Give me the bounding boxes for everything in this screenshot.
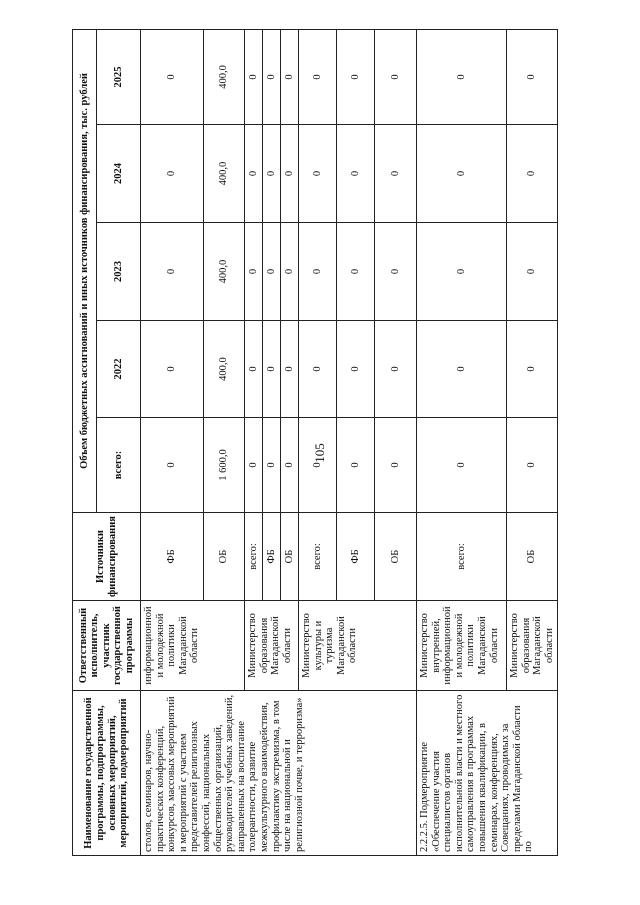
source-cell: ОБ [507, 513, 558, 601]
header-source: Источники финансирования [73, 513, 141, 601]
value-cell: 400,0 [204, 223, 245, 321]
executor-cell: Министерство культуры и туризма Магаданской области [299, 601, 417, 691]
measure-name-cell: столов, семинаров, научно-практических конференций, конкурсов, массовых мероприятий и мероприятий с участием представителей религиозных конфессий, национальных общественных организаций, руководителей учебных заведений, направленных на воспитание толерантности, развитие межкультурного взаимодействия, профилактику экстремизма, в том числе на национальной и религиозной почве, и терроризма» [141, 691, 417, 856]
executor-cell: Министерство образования Магаданской области [245, 601, 299, 691]
executor-cell: Министерство внутренней, информационной и молодежной политики Магаданской области [417, 601, 507, 691]
value-cell: 0 [507, 418, 558, 513]
value-cell: 0 [337, 125, 375, 223]
executor-cell: Министерство образования Магаданской области [507, 601, 558, 691]
source-cell: всего: [245, 513, 263, 601]
value-cell: 0 [263, 321, 281, 418]
value-cell: 0 [299, 321, 337, 418]
header-volume: Объем бюджетных ассигнований и иных источников финансирования, тыс. рублей [73, 29, 97, 512]
value-cell: 0 [299, 125, 337, 223]
source-cell: ФБ [263, 513, 281, 601]
value-cell: 0 [141, 418, 204, 513]
value-cell: 0 [337, 29, 375, 124]
value-cell: 0 [263, 418, 281, 513]
header-year-total: всего: [97, 418, 141, 513]
source-cell: ОБ [375, 513, 417, 601]
value-cell: 0 [417, 321, 507, 418]
table-row [141, 29, 204, 855]
measure-name-cell: 2.2.2.5. Подмероприятие «Обеспечение участия специалистов органов исполнительной власти и местного самоуправления в программах повышения квалификации, в семинарах, конференциях, Совещаниях, проводимых за пределами Магаданской области по [417, 691, 558, 856]
value-cell: 0 [417, 223, 507, 321]
value-cell: 0 [337, 418, 375, 513]
value-cell: 0 [507, 321, 558, 418]
executor-cell: информационной и молодежной политики Магаданской области [141, 601, 245, 691]
value-cell: 0 [417, 125, 507, 223]
header-executor: Ответственный исполнитель, участник государственной программы [73, 601, 141, 691]
header-year-2023: 2023 [97, 223, 141, 321]
funding-table [72, 29, 558, 856]
source-cell: всего: [417, 513, 507, 601]
value-cell: 1 600,0 [204, 418, 245, 513]
header-year-2024: 2024 [97, 125, 141, 223]
header-year-2025: 2025 [97, 29, 141, 124]
value-cell: 0 [375, 223, 417, 321]
value-cell: 400,0 [204, 125, 245, 223]
value-cell: 0 [507, 125, 558, 223]
value-cell: 0 [375, 321, 417, 418]
value-cell: 0 [417, 418, 507, 513]
value-cell: 0 [337, 223, 375, 321]
value-cell: 0 [299, 418, 337, 513]
value-cell: 0 [417, 29, 507, 124]
value-cell: 0 [337, 321, 375, 418]
value-cell: 0 [263, 223, 281, 321]
table-row [417, 29, 507, 855]
value-cell: 0 [263, 29, 281, 124]
value-cell: 0 [245, 418, 263, 513]
value-cell: 0 [507, 29, 558, 124]
value-cell: 0 [281, 29, 299, 124]
value-cell: 400,0 [204, 29, 245, 124]
value-cell: 0 [375, 29, 417, 124]
value-cell: 0 [141, 223, 204, 321]
value-cell: 0 [141, 321, 204, 418]
value-cell: 0 [299, 223, 337, 321]
value-cell: 0 [263, 125, 281, 223]
source-cell: ФБ [141, 513, 204, 601]
value-cell: 0 [281, 418, 299, 513]
value-cell: 0 [141, 29, 204, 124]
funding-table-container [72, 30, 556, 856]
source-cell: всего: [299, 513, 337, 601]
value-cell: 0 [245, 125, 263, 223]
value-cell: 0 [299, 29, 337, 124]
source-cell: ОБ [204, 513, 245, 601]
value-cell: 0 [141, 125, 204, 223]
value-cell: 0 [245, 321, 263, 418]
value-cell: 0 [245, 29, 263, 124]
value-cell: 0 [375, 125, 417, 223]
page-number: 105 [312, 443, 327, 463]
source-cell: ФБ [337, 513, 375, 601]
value-cell: 0 [245, 223, 263, 321]
value-cell: 0 [375, 418, 417, 513]
header-name: Наименование государственной программы, подпрограммы, основных мероприятий, мероприятий, подмероприятий [73, 691, 141, 856]
value-cell: 0 [281, 223, 299, 321]
value-cell: 0 [281, 321, 299, 418]
value-cell: 0 [507, 223, 558, 321]
value-cell: 400,0 [204, 321, 245, 418]
source-cell: ОБ [281, 513, 299, 601]
header-year-2022: 2022 [97, 321, 141, 418]
value-cell: 0 [281, 125, 299, 223]
